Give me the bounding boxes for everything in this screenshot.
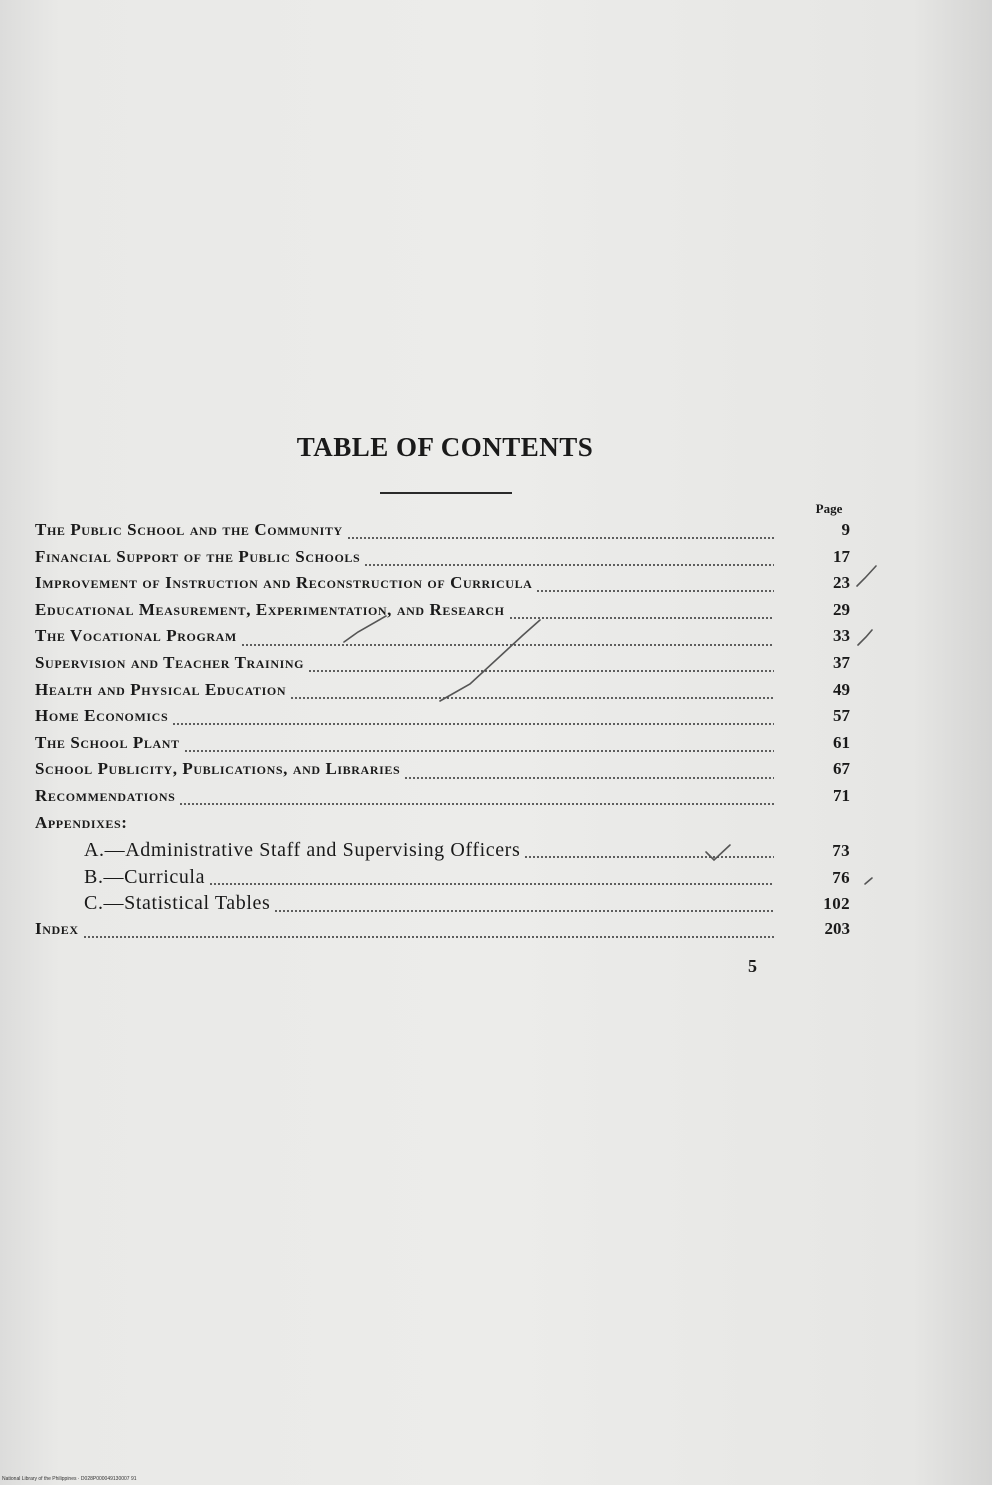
check-mark-icon	[706, 845, 730, 860]
toc-entry-label: Recommendations	[35, 785, 176, 805]
toc-entry-page: 23	[833, 573, 850, 593]
toc-entry-label: Index	[35, 918, 79, 938]
check-mark-icon	[865, 878, 872, 884]
toc-entry-label: Supervision and Teacher Training	[35, 652, 305, 672]
toc-entry-label: Financial Support of the Public Schools	[35, 546, 361, 566]
toc-entry-page: 57	[833, 706, 850, 726]
toc-entry-label: Educational Measurement, Experimentation, and Research	[35, 599, 505, 619]
toc-entry-page: 37	[833, 652, 850, 672]
toc-entry-label: The Public School and the Community	[35, 520, 343, 539]
toc-entry-label: Improvement of Instruction and Reconstruction of Curricula	[35, 573, 533, 593]
toc-entry-label: B.—Curricula	[84, 865, 206, 888]
toc-entry-label: Appendixes:	[35, 812, 128, 832]
check-mark-icon	[858, 630, 872, 645]
toc-entry-page: 203	[824, 918, 850, 938]
toc-entry-label: School Publicity, Publications, and Libraries	[35, 759, 401, 779]
scan-footer: National Library of the Philippines · D028P000049130007 91	[2, 1476, 137, 1482]
toc-entry-page: 73	[832, 841, 850, 861]
toc-entry-page: 102	[823, 894, 850, 914]
toc-entry-page: 29	[833, 599, 850, 619]
toc-entry-page: 33	[833, 626, 850, 646]
toc-entry-page: 71	[833, 785, 850, 805]
page-column-header: Page	[815, 501, 843, 516]
toc-entry-label: The School Plant	[35, 732, 180, 752]
page-title: TABLE OF CONTENTS	[296, 432, 594, 462]
toc-entry-label: The Vocational Program	[35, 626, 237, 646]
check-mark-icon	[440, 620, 540, 701]
check-mark-icon	[857, 566, 876, 586]
toc-entry-page: 67	[833, 759, 850, 779]
toc-entry-label: C.—Statistical Tables	[84, 892, 271, 915]
page-number: 5	[748, 956, 757, 976]
toc-entry-page: 61	[833, 732, 850, 752]
toc-entry-page: 9	[841, 520, 850, 539]
toc-entry-label: A.—Administrative Staff and Supervising Officers	[84, 839, 521, 862]
toc-entry-page: 49	[833, 679, 850, 699]
check-mark-icon	[344, 616, 386, 642]
toc-entry-page: 76	[832, 867, 850, 887]
toc-entry-page: 17	[833, 546, 850, 566]
toc-entry-label: Home Economics	[35, 706, 169, 726]
toc-entry-label: Health and Physical Education	[35, 679, 287, 699]
